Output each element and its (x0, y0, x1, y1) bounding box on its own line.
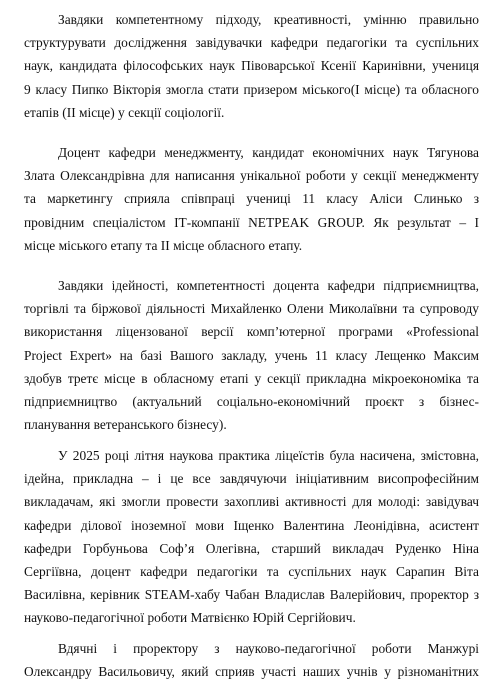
text-line: Завдяки ідейності, компетентності доцента кафедри підприємництва, (58, 278, 479, 293)
text-line: наук, кандидата філософських наук Півоварської Ксенії Каринівни, учениця (24, 58, 479, 74)
text-line: планування ветеранського бізнесу). (24, 417, 227, 433)
text-line: 9 класу Пипко Вікторія змогла стати призером міського(І місце) та обласного (24, 81, 479, 97)
text-line: та маркетингу сприяла співпраці учениці 11 класу Аліси Слинько з (24, 191, 479, 207)
text-line: Василівна, керівник STEAM-хабу Чабан Владислав Валерійович, проректор з (24, 587, 479, 603)
text-line: провідним спеціалістом ІТ-компанії NETPEAK GROUP. Як результат – І (24, 214, 479, 230)
text-line: місце міського етапу та ІІ місце обласного етапу. (24, 237, 303, 253)
text-line: викладачам, які змогли провести захопливі активності для молоді: завідувач (24, 494, 479, 510)
text-line: Олександру Васильовичу, який сприяв участі наших учнів у різноманітних (24, 664, 479, 680)
text-line: структурувати дослідження завідувачки кафедри педагогіки та суспільних (24, 35, 479, 51)
paragraph-2 (24, 141, 479, 257)
text-line: здобув третє місце в обласному етапі у секції прикладна мікроекономіка та (24, 370, 479, 386)
text-line: торгівлі та біржової діяльності Михайленко Олени Миколаївни та супроводу (24, 301, 479, 317)
text-line: Завдяки компетентному підходу, креативності, умінню правильно (58, 12, 479, 27)
text-line: підприємництво (актуальний соціально-економічний проєкт з бізнес- (24, 393, 479, 409)
text-line: Доцент кафедри менеджменту, кандидат економічних наук Тягунова (58, 145, 479, 160)
paragraph-4 (24, 444, 479, 630)
text-line: Вдячні і проректору з науково-педагогічної роботи Манжурі (58, 641, 479, 656)
text-line: використання ліцензованої версії комп’ютерної програми «Professional (24, 324, 479, 340)
text-line: Сергіївна, доцент кафедри педагогіки та суспільних наук Сарапин Віта (24, 563, 479, 579)
text-line: кафедри ділової іноземної мови Іщенко Валентина Леонідівна, асистент (24, 517, 479, 533)
text-line: Злата Олександрівна для написання унікальної роботи у секції менеджменту (24, 168, 479, 184)
text-line: У 2025 році літня наукова практика ліцеїстів була насичена, змістовна, (58, 448, 479, 463)
paragraph-5 (24, 637, 479, 683)
text-line: Project Expert» на базі Вашого закладу, учень 11 класу Лещенко Максим (24, 347, 479, 363)
text-line: науково-педагогічної роботи Матвієнко Юрій Сергійович. (24, 610, 356, 626)
text-line: кафедри Горбуньова Соф’я Олегівна, старший викладач Руденко Ніна (24, 540, 479, 556)
paragraph-3 (24, 274, 479, 436)
text-line: етапів (ІІ місце) у секції соціології. (24, 104, 225, 120)
text-line: ідейна, прикладна – і це все завдячуючи ініціативним висопрофесійним (24, 471, 479, 487)
paragraph-1 (24, 8, 479, 124)
